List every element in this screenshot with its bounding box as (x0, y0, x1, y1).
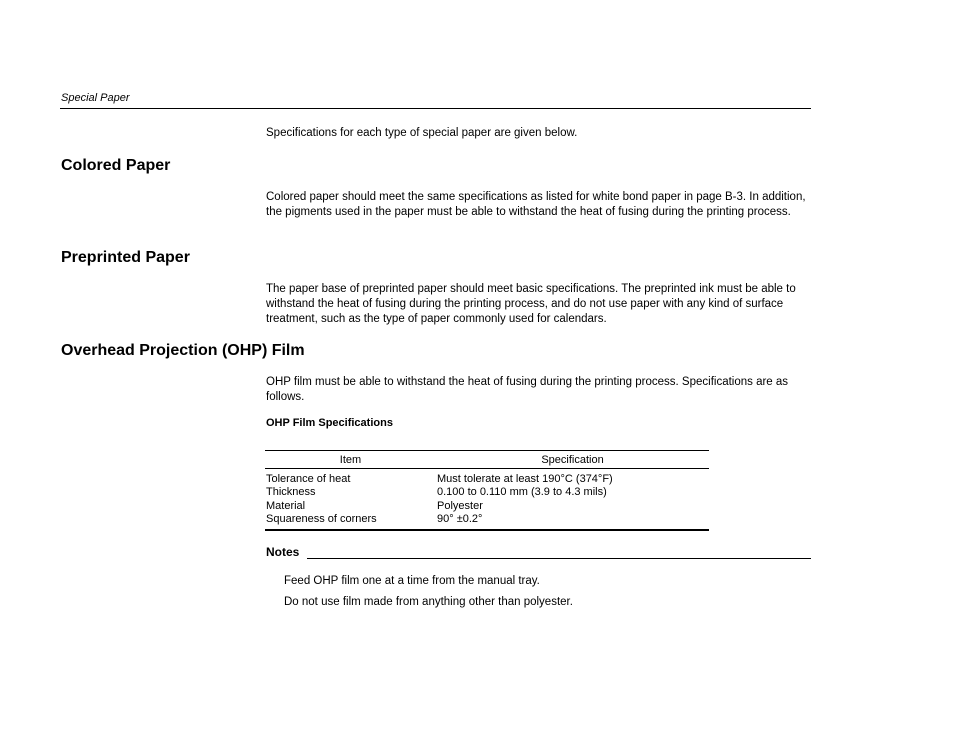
colored-paper-body: Colored paper should meet the same specifications as listed for white bond paper in page B-3. In addition, the pigments used in the paper must be able to withstand the heat of fusing during the printing process. (266, 191, 806, 218)
intro-paragraph: Specifications for each type of special paper are given below. (266, 127, 578, 139)
table-caption: OHP Film Specifications (266, 417, 393, 429)
ohp-spec-table (265, 450, 709, 531)
table-row (265, 486, 709, 499)
table-cell-item: Material (266, 499, 306, 512)
table-cell-specification: 0.100 to 0.110 mm (3.9 to 4.3 mils) (437, 486, 607, 499)
preprinted-paper-body: The paper base of preprinted paper should meet basic specifications. The preprinted ink must be able to withstand the heat of fusing during the printing process, and do not use paper with any kind of surface treatment, such as the type of paper commonly used for calendars. (266, 283, 796, 325)
header-rule (60, 108, 811, 109)
table-row (265, 500, 709, 513)
column-header-specification: Specification (436, 451, 709, 469)
running-header: Special Paper (61, 92, 130, 104)
table-cell-item: Thickness (266, 486, 316, 499)
note-item: Feed OHP film one at a time from the manual tray. (284, 575, 540, 587)
heading-ohp-film: Overhead Projection (OHP) Film (61, 342, 305, 359)
note-item: Do not use film made from anything other than polyester. (284, 596, 573, 608)
notes-title: Notes (266, 545, 300, 559)
ohp-film-body: OHP film must be able to withstand the heat of fusing during the printing process. Specifications are as follows. (266, 376, 789, 403)
table-cell-specification: Must tolerate at least 190°C (374°F) (437, 473, 613, 485)
table-header-row (265, 451, 709, 469)
table-cell-item: Tolerance of heat (266, 473, 351, 485)
heading-preprinted-paper: Preprinted Paper (61, 249, 190, 266)
table-cell-item: Squareness of corners (265, 513, 436, 529)
table-row (265, 513, 709, 529)
table-cell-specification: 90° ±0.2° (436, 513, 709, 529)
heading-colored-paper: Colored Paper (61, 157, 171, 174)
table-cell-specification: Polyester (437, 499, 483, 512)
notes-rule (307, 558, 811, 559)
column-header-item: Item (265, 451, 436, 469)
table-row (265, 469, 709, 487)
